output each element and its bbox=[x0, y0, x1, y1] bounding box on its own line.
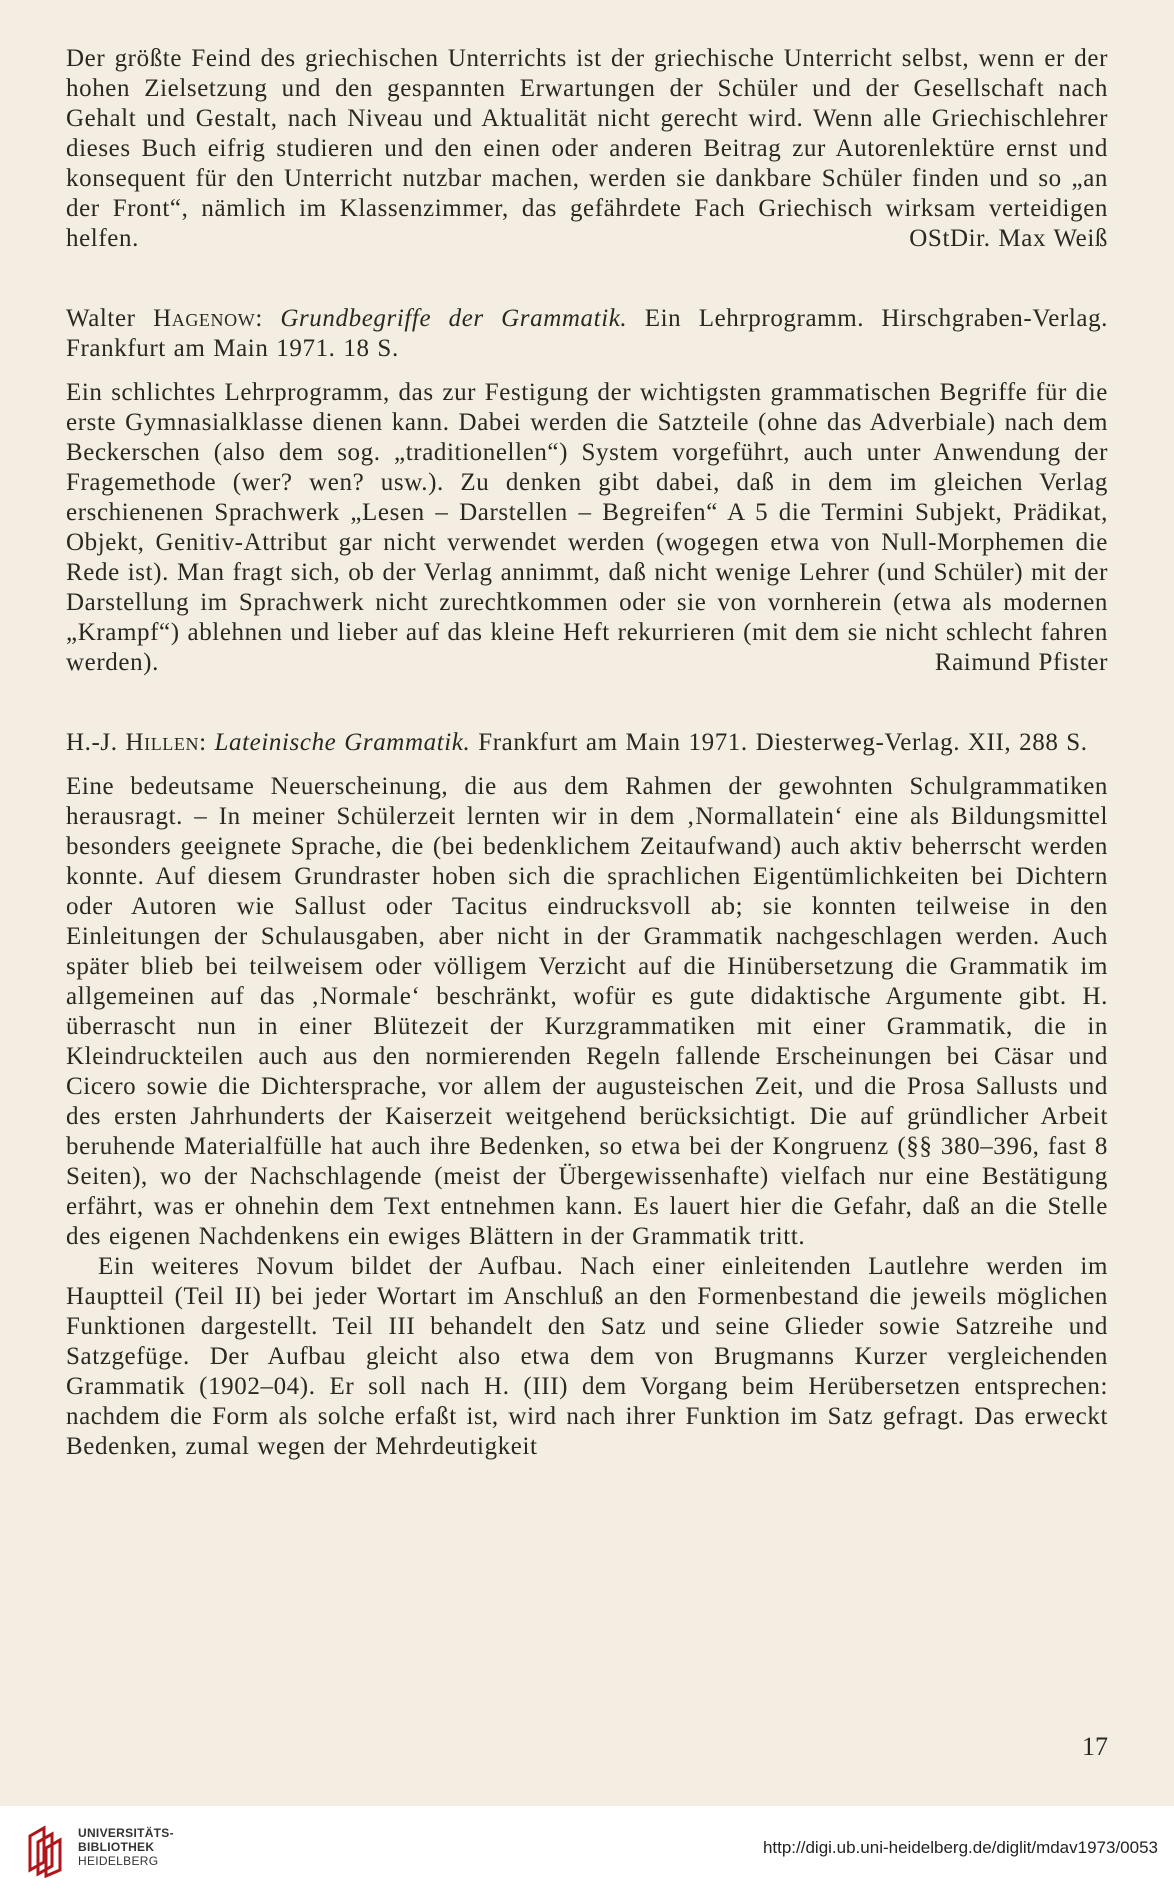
review2-author: Hagenow bbox=[153, 305, 256, 332]
source-url-link[interactable]: http://digi.ub.uni-heidelberg.de/diglit/mdav1973/0053 bbox=[762, 1838, 1158, 1857]
library-logo-icon bbox=[24, 1820, 68, 1878]
review3-details: Frankfurt am Main 1971. Diesterweg-Verlag. XII, 288 S. bbox=[478, 729, 1088, 756]
library-footer bbox=[0, 1806, 1174, 1895]
review2-reference: Walter Hagenow: Grundbegriffe der Grammatik. Ein Lehrprogramm. Hirschgraben-Verlag. Frankfurt am Main 1971. 18 S. bbox=[66, 305, 1109, 362]
library-name: UNIVERSITÄTS- BIBLIOTHEK HEIDELBERG bbox=[78, 1826, 174, 1868]
text-column bbox=[66, 44, 1108, 1462]
review1-signature: OStDir. Max Weiß bbox=[909, 225, 1108, 252]
review1-body: Der größte Feind des griechischen Unterrichts ist der griechische Unterricht selbst, wenn er der hohen Zielsetzung und den gespannten Erwartungen der Schüler und der Gesellschaft nach Gehalt und Gestalt, nach Niveau und Aktualität nicht gerecht wird. Wenn alle Griechischlehrer dieses Buch eifrig studieren und den einen oder anderen Beitrag zur Autorenlektüre ernst und konsequent für den Unterricht nutzbar machen, werden sie dankbare Schüler finden und so „an der Front“, nämlich im Klassenzimmer, das gefährdete Fach Griechisch wirksam verteidigen helfen. OStDir. Max Weiß bbox=[66, 45, 1108, 252]
review3-body-paragraph-2: Ein weiteres Novum bildet der Aufbau. Nach einer einleitenden Lautlehre werden im Hauptteil (Teil II) bei jeder Wortart im Anschluß an den Formenbestand die jeweils möglichen Funktionen dargestellt. Teil III behandelt den Satz und seine Glieder sowie Satzreihe und Satzgefüge. Der Aufbau gleicht also etwa dem von Brugmanns Kurzer vergleichenden Grammatik (1902–04). Er soll nach H. (III) dem Vorgang beim Herübersetzen entsprechen: nachdem die Form als solche erfaßt ist, wird nach ihrer Funktion im Satz gefragt. Das erweckt Bedenken, zumal wegen der Mehrdeutigkeit bbox=[66, 1253, 1108, 1460]
review3-reference: H.-J. Hillen: Lateinische Grammatik. Frankfurt am Main 1971. Diesterweg-Verlag. XII, 288 S. bbox=[66, 729, 1088, 756]
review2-body: Ein schlichtes Lehrprogramm, das zur Festigung der wichtigsten grammatischen Begriffe für die erste Gymnasialklasse dienen kann. Dabei werden die Satzteile (ohne das Adverbiale) nach dem Beckerschen (also dem sog. „traditionellen“) System vorgeführt, auch unter Anwendung der Fragemethode (wer? wen? usw.). Zu denken gibt dabei, daß in dem im gleichen Verlag erschienenen Sprachwerk „Lesen – Darstellen – Begreifen“ A 5 die Termini Subjekt, Prädikat, Objekt, Genitiv-Attribut gar nicht verwendet werden (wogegen etwa von Null-Morphemen die Rede ist). Man fragt sich, ob der Verlag annimmt, daß nicht wenige Lehrer (und Schüler) mit der Darstellung im Sprachwerk nicht zurechtkommen oder sie von vornherein (etwa als modernen „Krampf“) ablehnen und lieber auf das kleine Heft rekurrieren (mit dem sie nicht schlecht fahren werden). Raimund Pfister bbox=[66, 379, 1109, 676]
review3-title: Lateinische Grammatik. bbox=[214, 729, 471, 756]
review2-details: Ein Lehrprogramm. Hirschgraben-Verlag. Frankfurt am Main 1971. 18 S. bbox=[66, 305, 1109, 362]
review3-author: Hillen bbox=[125, 729, 200, 756]
page-number: 17 bbox=[1082, 1732, 1108, 1761]
review2-title: Grundbegriffe der Grammatik. bbox=[280, 305, 628, 332]
review2-signature: Raimund Pfister bbox=[934, 649, 1108, 676]
review3-body-paragraph-1: Eine bedeutsame Neuerscheinung, die aus dem Rahmen der gewohnten Schulgrammatiken herausragt. – In meiner Schülerzeit lernten wir in dem ‚Normallatein‘ eine als Bildungsmittel besonders geeignete Sprache, die (bei bedenklichem Zeitaufwand) auch aktiv beherrscht werden konnte. Auf diesem Grundraster hoben sich die sprachlichen Eigentümlichkeiten bei Dichtern oder Autoren wie Sallust oder Tacitus eindrucksvoll ab; sie konnten teilweise in den Einleitungen der Schulausgaben, aber nicht in der Grammatik nachgeschlagen werden. Auch später blieb bei teilweisem oder völligem Verzicht auf die Hinübersetzung die Grammatik im allgemeinen auf das ‚Normale‘ beschränkt, wofür es gute didaktische Argumente gibt. H. überrascht nun in einer Blütezeit der Kurzgrammatiken mit einer Grammatik, die in Kleindruckteilen auch aus den normierenden Regeln fallende Erscheinungen bei Cäsar und Cicero sowie die Dichtersprache, vor allem der augusteischen Zeit, und die Prosa Sallusts und des ersten Jahrhunderts der Kaiserzeit weitgehend berücksichtigt. Die auf gründlicher Arbeit beruhende Materialfülle hat auch ihre Bedenken, so etwa bei der Kongruenz (§§ 380–396, fast 8 Seiten), wo der Nachschlagende (meist der Übergewissenhafte) vielfach nur eine Bestätigung erfährt, was er ohnehin dem Text entnehmen kann. Es lauert hier die Gefahr, daß an die Stelle des eigenen Nachdenkens ein ewiges Blättern in der Grammatik tritt. bbox=[66, 773, 1108, 1250]
